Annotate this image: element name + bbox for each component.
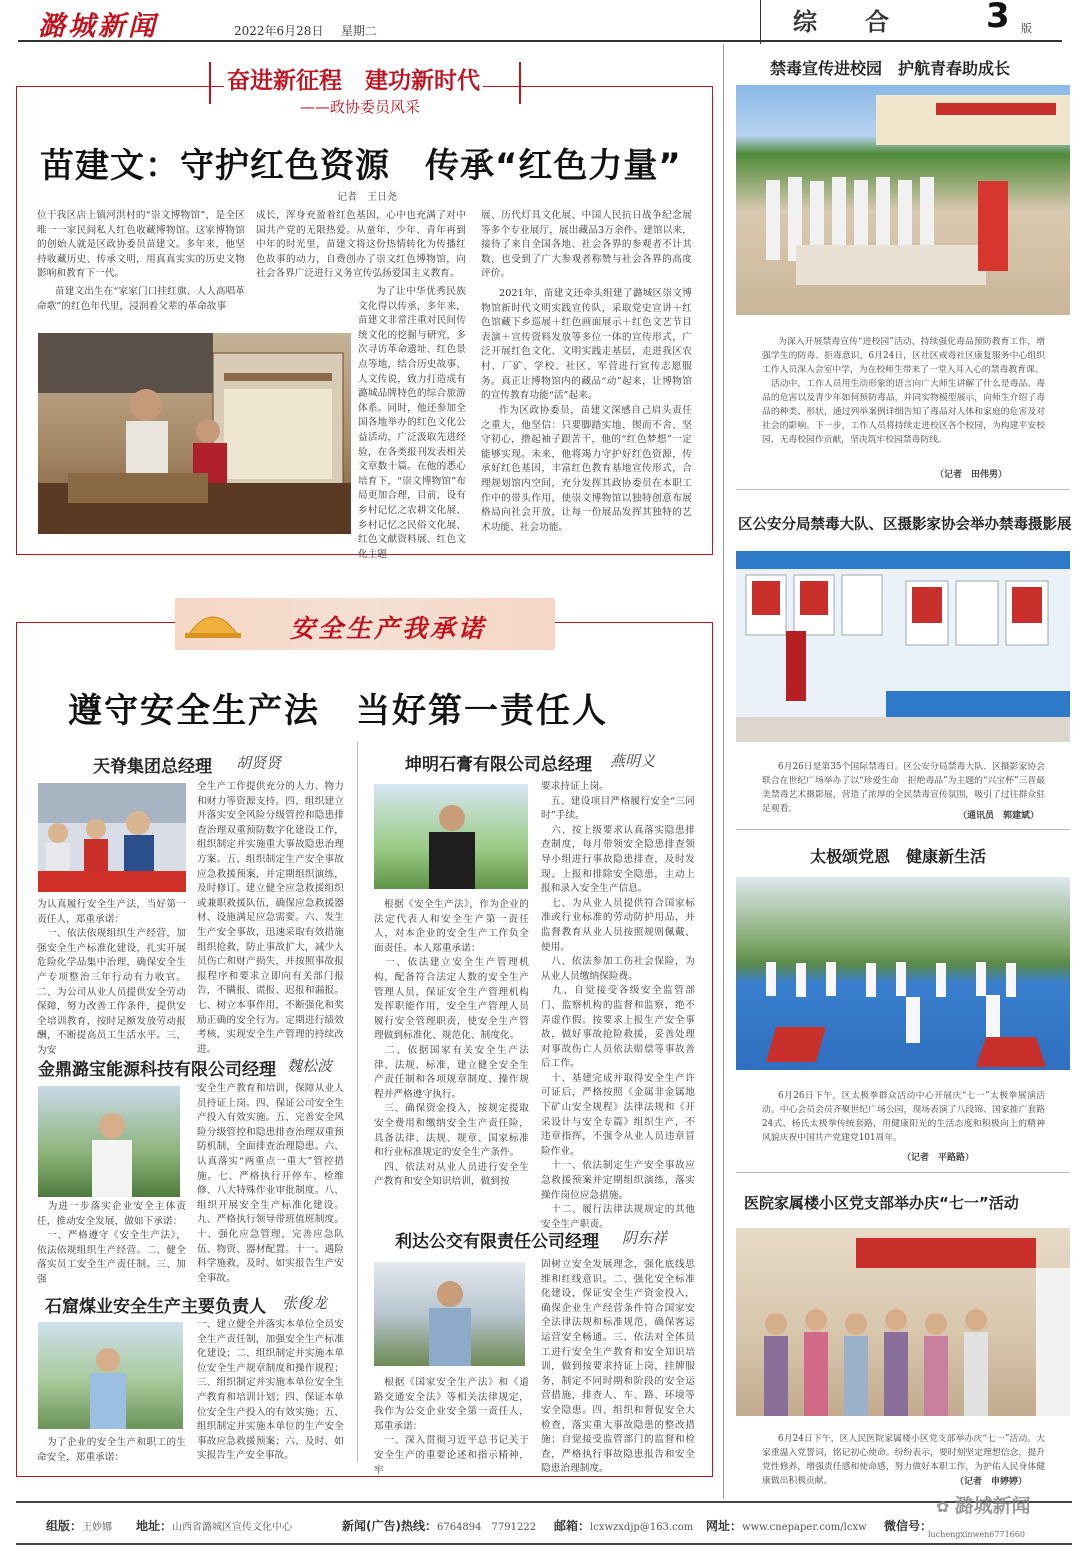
section-name: 综 合 <box>793 8 889 36</box>
footer-label: 组版： <box>46 1519 83 1533</box>
portrait-image <box>374 784 528 889</box>
footer-label: 微信号： <box>884 1519 933 1533</box>
issue-weekday: 星期二 <box>341 24 378 38</box>
right-article1-title: 禁毒宣传进校园 护航青春助成长 <box>770 59 1011 78</box>
person3-text-right: 安全生产教育和培训，保障从业人员持证上岗。四、保证公司安全生产投入有效实施。五、完善安全风险分级管控和隐患排查治理双重预防机制，全面排查治理隐患。六、认真落实“两重点一重大”管控措施。七、严格执行开停车、检维修、八大特殊作业审批制度。八、组织开展安全生产标准化建设。九、严格执行领导带班值班制度。十、强化应急管理，完善应急队伍、物资、器材配置。十一、遇险科学施救，及时、如实报告生产安全事故。 <box>197 1083 344 1284</box>
person2-text-left: 根据《安全生产法》，作为企业的法定代表人和安全生产第一责任人，对本企业的安全生产工作负全面责任。本人郑重承诺： 一、依法建立安全生产管理机构，配备符合法定人数的安全生产管理人员，保证安全生产管理机构发挥职能作用，安全生产管理人员履行安全管理职责，使安全生产管理做到标准化、规范化、制度化。 二、依据国家有关安全生产法律、法规、标准，建立健全安全生产责任制和各项规章制度、操作规程并严格遵守执行。 三、确保资金投入，按规定提取安全费用和缴纳安全生产责任险，具备法律、法规、规章、国家标准和行业标准规定的安全生产条件。 四、依法对从业人员进行安全生产教育和安全知识培训，做到按 <box>374 899 529 1188</box>
portrait-image <box>38 1322 183 1429</box>
feature-byline: 记者 王日尧 <box>337 192 397 203</box>
person1-text-right: 全生产工作提供充分的人力、物力和财力等资源支持。四、组织建立并落实安全风险分级管控和隐患排查治理双重预防数字化建设工作，组织制定并实施重大事故隐患治理方案。五、组织制定生产安全事故应急救援预案，并定期组织演练，及时修订。建立健全应急救援组织或兼职救援队伍，确保应急救援器材、设施满足应急需要。六、发生生产安全事故，迅速采取有效措施组织抢救，防止事故扩大，减少人员伤亡和财产损失，并按照事故报报程序和要求立即向有关部门报告，不瞒报、谎报、迟报和漏报。七、树立本事作用，不断强化和奖励正确的安全行为。定期进行绩效考核，实现安全生产管理的持续改进。 <box>197 781 344 1055</box>
right-article4-caption: 6月24日下午，区人民医院家属楼小区党支部举办庆“七一”活动。大家重温入党誓词，铭记初心使命。纷纷表示，要时刻坚定理想信念，提升党性修养，增强责任感和使命感，努力做好本职工作，为护佑人民身体健康做出积极贡献。 <box>762 1434 1045 1486</box>
right-article4-title: 医院家属楼小区党支部举办庆“七一”活动 <box>744 1194 1019 1212</box>
person4-photo <box>38 1322 183 1429</box>
masthead <box>18 0 1062 42</box>
person3-name: 魏松波 <box>287 1057 333 1075</box>
school-event-image <box>736 85 1070 315</box>
person3-title: 金鼎潞宝能源科技有限公司经理 <box>38 1060 276 1080</box>
right-article2-photo <box>736 551 1070 742</box>
person5-photo <box>374 1262 525 1366</box>
feature-banner: 奋进新征程 建功新时代 <box>224 62 483 95</box>
footer-wechat-id: luchengxinwen6771660 <box>928 1530 1025 1539</box>
person2-text-right: 要求持证上岗。 五、建设项目严格履行安全“三同时”手续。 六、按上级要求认真落实隐患排查制度，每月带领安全隐患排查领导小组进行事故隐患排查，及时发现、上报和排除安全隐患，主动上报和录入安全生产信息。 七、为从业人员提供符合国家标准或行业标准的劳动防护用品，并监督教育从业人员按照规则佩戴、使用。 八、依法参加工伤社会保险，为从业人员缴纳保险费。 九、自觉接受各级安全监管部门、监察机构的监督和监察，绝不弄虚作假。按要求上报生产安全事故，做好事故抢险救援，妥善处理对事故伤亡人员依法赔偿等事故善后工作。 十、基建完成并取得安全生产许可证后，严格按照《金属非金属地下矿山安全规程》法律法规和《开采设计与安全专篇》组织生产，不违章指挥，不强令从业人员违章冒险作业。 十一、依法制定生产安全事故应急救援预案并定期组织演练，落实操作岗位应急措施。 十二、履行法律法规规定的其他安全生产职责。 <box>541 781 695 1230</box>
right-article3-title: 太极颂党恩 健康新生活 <box>810 847 987 866</box>
safety-banner <box>175 598 555 650</box>
person3-photo <box>38 1086 180 1197</box>
person2-title: 坤明石膏有限公司总经理 <box>405 755 592 775</box>
right-article1-photo <box>736 85 1070 315</box>
feature-col3c: 作为区政协委员，苗建文深感自己肩头责任之重大，他坚信：只要脚踏实地、锲而不舍、坚守初心，撸起袖子跟苦干，他的“红色梦想”一定能够实现。未来，他将竭力守护好红色资源，传承好红色基因，丰富红色教育基地宣传形式，合理规划馆内空间，充分发挥其政协委员在本职工作中的带头作用，使崇文博物馆以独特创意布展格局向社会开放，让每一份展品发挥其独特的艺术功能、社会功能。 <box>481 405 692 533</box>
feature-col2a: 成长，浑身充盈着红色基因，心中也充满了对中国共产党的无限热爱。从童年、少年、青年再到中年的时光里，苗建文将这份热情转化为传播红色故事的动力，自费创办了崇文红色博物馆，向社会各界广泛进行义务宣传弘扬爱国主义教育。 <box>256 210 466 280</box>
footer-value: 王妙娜 <box>82 1522 113 1533</box>
party-event-image <box>736 1228 1070 1416</box>
person4-text-right: 一、建立健全并落实本单位全员安全生产责任制，加强安全生产标准化建设；二、组织制定并实施本单位安全生产规章制度和操作规程；三、组织制定并实施本单位安全生产教育和培训计划；四、保证本单位安全生产投入的有效实施；五、组织制定并实施本单位的生产安全事故应急救援预案；六、及时、如实报告生产安全事故。 <box>197 1319 344 1462</box>
footer-label: 地址： <box>136 1519 173 1533</box>
right-article2-title: 区公安分局禁毒大队、区摄影家协会举办禁毒摄影展 <box>738 517 1072 533</box>
right-article2-caption: 6月26日是第35个国际禁毒日。区公安分局禁毒大队、区摄影家协会联合在世纪广场举办了以“珍爱生命 拒绝毒品”为主题的“兴宝杯”三晋最美禁毒艺术摄影展，营造了浓厚的全民禁毒宣传氛围，吸引了过往群众驻足观看。 <box>762 762 1045 814</box>
footer-label: 新闻(广告)热线： <box>342 1519 437 1533</box>
footer-label: 邮箱： <box>554 1519 591 1533</box>
feature-col1b: 苗建文出生在“家家门口挂红旗、人人高唱革命歌”的红色年代里，浸润着父辈的革命故事 <box>37 286 245 312</box>
footer-value: lcxwzxdjp@163.com <box>590 1522 694 1533</box>
person5-text-left: 根据《国家安全生产法》和《道路交通安全法》等相关法律规定，我作为公交企业安全第一责任人，郑重承诺： 一、深入贯彻习近平总书记关于安全生产的重要论述和指示精神，牢 <box>374 1377 529 1476</box>
footer-email <box>554 1515 693 1534</box>
right-divider <box>736 489 1070 490</box>
person2-name: 燕明义 <box>610 752 656 770</box>
person5-name: 阴东祥 <box>622 1229 668 1247</box>
safety-banner-text: 安全生产我承诺 <box>290 614 487 643</box>
right-column-divider <box>723 44 724 1499</box>
footer-address <box>136 1515 292 1534</box>
portrait-image <box>374 1262 525 1366</box>
portrait-image <box>38 1086 180 1197</box>
right-article1-reporter: （记者 田伟男） <box>935 470 1008 480</box>
right-article3-photo <box>736 877 1070 1070</box>
footer-label: 网址： <box>706 1519 743 1533</box>
feature-col3b: 2021年，苗建文还牵头组建了潞城区崇文博物馆新时代文明实践宣传队，采取党史宣讲＋红色馆藏下乡巡展＋红色画面展示＋红色文艺节目表演＋宣传资料发放等多位一体的宣传形式，广泛开展红色文化、文明实践走基层，走进我区农村、厂矿、学校、社区、军营进行宣传志愿服务。真正让博物馆内的藏品“动”起来，让博物馆的宣传教育功能“活”起来。 <box>481 288 692 402</box>
footer-hotline <box>342 1515 536 1534</box>
person1-name: 胡贤贤 <box>236 754 282 772</box>
person2-photo <box>374 784 528 889</box>
issue-date: 2022年6月28日 <box>234 24 324 38</box>
person4-text-left: 为了企业的安全生产和职工的生命安全，郑重承诺： <box>37 1437 186 1463</box>
person1-photo <box>38 783 186 892</box>
right-divider <box>736 1172 1070 1173</box>
paper-name: 潞城新闻 <box>38 11 158 42</box>
helmet-icon <box>183 604 243 644</box>
person3-text-left: 为进一步落实企业安全主体责任，推动安全发展，做如下承诺： 一、严格遵守《安全生产法》，依法依规组织生产经营。二、健全落实员工安全生产责任制。三、加强 <box>37 1201 186 1285</box>
page-unit: 版 <box>1021 22 1032 35</box>
footer-value: 6764894 7791222 <box>436 1522 537 1533</box>
feature-photo <box>38 333 351 534</box>
taichi-performance-image <box>736 877 1070 1070</box>
meeting-scene-image <box>38 783 186 892</box>
person5-title: 利达公交有限责任公司经理 <box>395 1232 599 1252</box>
masthead-divider <box>760 0 761 44</box>
feature-banner-bar <box>209 62 211 104</box>
feature-banner-bar <box>519 62 521 104</box>
feature-col3a: 展、历代灯具文化展、中国人民抗日战争纪念展等多个专业展厅，展出藏品3万余件。建馆以来，接待了来自全国各地、社会各界的参观者不计其数，也受到了广大参观者称赞与社会各界的高度评价。 <box>481 210 692 280</box>
footer <box>16 1495 1072 1545</box>
footer-editor <box>46 1515 112 1534</box>
person5-text-right: 固树立安全发展理念，强化底线思维和红线意识。二、强化安全标准化建设，保证安全生产资金投入，确保企业生产经营条件符合国家安全法律法规和标准规范，确保客运运营安全畅通。三、依法对全体员工进行安全生产教育和安全知识培训，做到按要求持证上岗，挂牌服务，制定不同时期和阶段的安全运营措施，排查人、车、路、环境等安全隐患。四、组织和督促安全大检查，落实重大事故隐患的整改措施；自觉接受监管部门的监督和检查，严格执行事故隐患报告和安全隐患治理制度。 <box>541 1259 695 1475</box>
safety-headline: 遵守安全生产法 当好第一责任人 <box>68 691 608 731</box>
person4-name: 张俊龙 <box>282 1294 328 1312</box>
wechat-icon: ✿ <box>936 1497 950 1516</box>
footer-value: 山西省潞城区宣传文化中心 <box>172 1522 293 1533</box>
right-article2-reporter: （通讯员 郭建斌） <box>958 811 1040 821</box>
photo-exhibition-image <box>736 551 1070 742</box>
feature-headline: 苗建文：守护红色资源 传承“红色力量” <box>40 146 682 186</box>
column-divider <box>357 742 358 1462</box>
museum-scene-image <box>38 333 351 534</box>
right-article1-caption: 为深入开展禁毒宣传“进校园”活动，持续强化毒品预防教育工作，增强学生的防毒、拒毒意识，6月24日，区社区戒毒社区康复服务中心组织工作人员深入会室中学，为在校师生带来了一堂入耳入心的禁毒教育课。 活动中，工作人员用生动形象的语言向广大师生讲解了什么是毒品、毒品的危害以及青少年如何预防毒品，并同实物模型展示，向师生介绍了毒品的种类、形状，通过列举案例详细告知了毒品对人体和家庭的危害及对社会的影响。下一步，工作人员将持续走进校区各个校园，为构建平安校园、无毒校园作贡献，坚决筑牢校园禁毒防线。 <box>762 337 1045 445</box>
person4-title: 石窟煤业安全生产主要负责人 <box>45 1297 266 1317</box>
person1-title: 天脊集团总经理 <box>93 757 212 777</box>
watermark <box>936 1491 1031 1518</box>
feature-col1a: 位于我区店上镇河洪村的“崇文博物馆”，是全区唯一一家民间私人红色收藏博物馆。这家博物馆的创始人就是区政协委员苗建文。多年来，他坚持收藏历史、传承文明，用真真实实的历史文物影响和教育下一代。 <box>37 210 245 280</box>
watermark-text: 潞城新闻 <box>954 1495 1031 1517</box>
footer-website <box>706 1515 867 1534</box>
footer-wechat <box>884 1515 932 1534</box>
right-divider <box>736 829 1070 830</box>
feature-col2b: 为了让中华优秀民族文化得以传承，多年来，苗建文非常注重对民间传统文化的挖掘与研究，多次寻访革命遗址、红色景点等地，结合历史故事、人文传说，致力打造成有潞城品牌特色的综合旅游体系。同时，他还参加全国各地举办的红色文化公益活动，广泛汲取先进经验，在各类报刊发表相关文章数十篇。在他的悉心培育下，“崇文博物馆”布局更加合理，目前，设有乡村记忆之农耕文化展、乡村记忆之民俗文化展、红色文献资料展、红色文化主题 <box>358 286 466 560</box>
right-article3-reporter: （记者 平路路） <box>902 1153 975 1163</box>
right-article4-photo <box>736 1228 1070 1416</box>
person1-text-left: 为认真履行安全生产法，当好第一责任人，郑重承诺： 一、依法依规组织生产经营，加强安全生产标准化建设，扎实开展危险化学品集中治理，确保安全生产专项整治三年行动有力收官。二、为公司从业人员提供安全劳动保障，努力改善工作条件，提供安全培训教育，按时足额发放劳动报酬，不断提高员工生活水平。三、为安 <box>37 899 186 1056</box>
page-number: 3 <box>986 0 1010 36</box>
right-article3-caption: 6月26日下午，区太极拳群众活动中心开展庆“七一”太极拳展演活动。中心会员会员齐聚世纪广场公园，现场表演了八段锦、国家推广套路24式、杨氏太极拳传统套路，用健康阳光的生活态度和积极向上的精神风貌庆祝中国共产党建党101周年。 <box>762 1091 1045 1143</box>
footer-value: www.cnepaper.com/lcxw <box>742 1522 867 1533</box>
right-article4-reporter: （记者 申婷婷） <box>955 1477 1028 1487</box>
feature-banner-sub: ——政协委员风采 <box>296 96 424 117</box>
